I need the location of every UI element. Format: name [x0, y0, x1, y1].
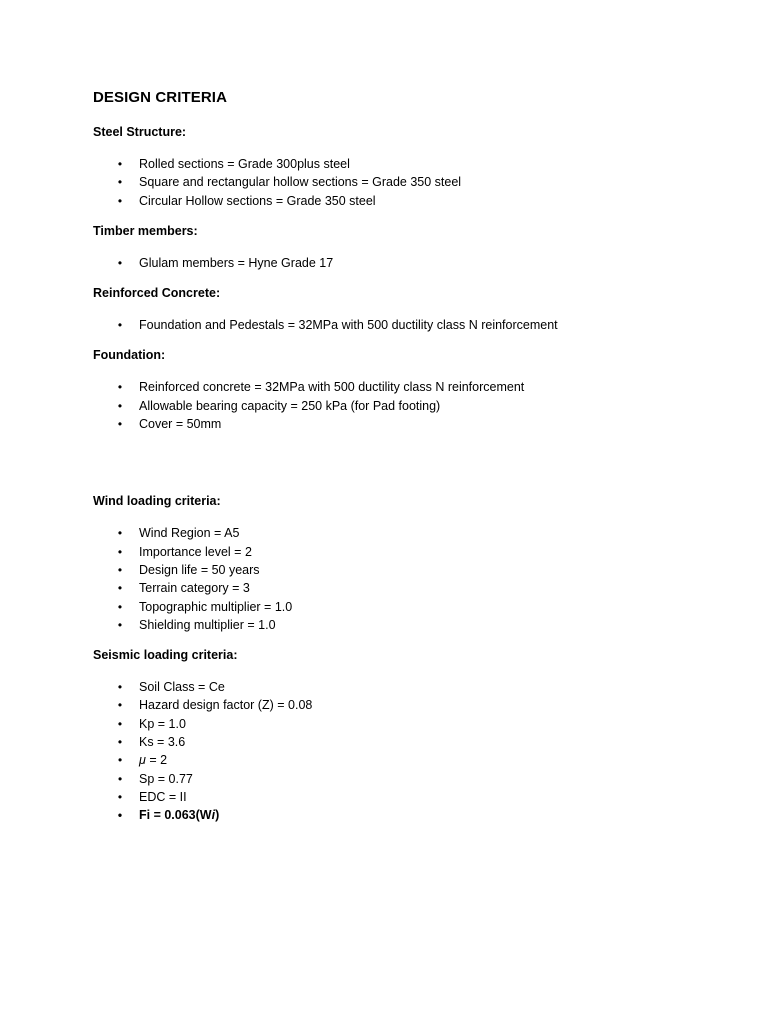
fi-subscript: i [211, 808, 216, 823]
bullet-icon: • [117, 157, 123, 171]
section-heading-foundation: Foundation: [93, 348, 166, 363]
list-item: • Cover = 50mm [93, 415, 733, 433]
list-item: • Hazard design factor (Z) = 0.08 [93, 696, 733, 714]
list-item-fi [93, 806, 733, 824]
list-item: • Circular Hollow sections = Grade 350 steel [93, 192, 733, 210]
bullet-icon: • [117, 398, 123, 413]
list-item: • Terrain category = 3 [93, 579, 733, 597]
bullet-icon: • [117, 735, 123, 750]
list-item: • Ks = 3.6 [93, 733, 733, 751]
bullet-icon: • [117, 771, 123, 786]
list-item: • Soil Class = Ce [93, 678, 733, 696]
section-heading-seismic: Seismic loading criteria: [93, 648, 238, 663]
mu-symbol: μ [139, 753, 146, 768]
wind-list [93, 524, 733, 634]
list-item-mu [93, 751, 733, 769]
list-item: • Rolled sections = Grade 300plus steel [93, 155, 733, 173]
bullet-icon: • [117, 417, 123, 432]
bullet-icon: • [117, 599, 123, 614]
timber-list [93, 254, 733, 272]
list-item: • Foundation and Pedestals = 32MPa with 500 ductility class N reinforcement [93, 316, 733, 334]
foundation-list [93, 378, 733, 433]
list-item: • Allowable bearing capacity = 250 kPa (for Pad footing) [93, 397, 733, 415]
bullet-icon: • [117, 562, 123, 577]
list-item: • Square and rectangular hollow sections = Grade 350 steel [93, 173, 733, 191]
section-heading-timber: Timber members: [93, 223, 198, 238]
list-item: • Design life = 50 years [93, 561, 733, 579]
list-item: • Reinforced concrete = 32MPa with 500 ductility class N reinforcement [93, 378, 733, 396]
bullet-icon: • [117, 789, 123, 804]
bullet-icon: • [117, 753, 123, 768]
mu-value: = 2 [145, 753, 168, 768]
bullet-icon: • [117, 193, 123, 208]
section-heading-wind: Wind loading criteria: [93, 494, 221, 509]
list-item-sp: • Sp = 0.77 [93, 770, 733, 788]
fi-prefix: Fi = 0.063(W [139, 808, 212, 823]
bullet-icon: • [117, 380, 123, 395]
seismic-list [93, 678, 733, 824]
bullet-icon: • [117, 716, 123, 731]
list-item: • Importance level = 2 [93, 543, 733, 561]
bullet-icon: • [117, 544, 123, 559]
steel-list [93, 155, 733, 210]
document-body [93, 89, 733, 825]
list-item-edc: • EDC = II [93, 788, 733, 806]
bullet-icon: • [117, 808, 123, 823]
bullet-icon: • [117, 698, 123, 713]
list-item: • Wind Region = A5 [93, 524, 733, 542]
list-item: • Topographic multiplier = 1.0 [93, 598, 733, 616]
bullet-icon: • [117, 175, 123, 190]
bullet-icon: • [117, 255, 123, 270]
list-item: • Kp = 1.0 [93, 715, 733, 733]
concrete-list [93, 316, 733, 334]
bullet-icon: • [117, 526, 123, 541]
bullet-icon: • [117, 680, 123, 695]
document-title: DESIGN CRITERIA [93, 89, 228, 106]
section-heading-steel: Steel Structure: [93, 125, 187, 139]
bullet-icon: • [117, 617, 123, 632]
bullet-icon: • [117, 318, 123, 333]
list-item: • Glulam members = Hyne Grade 17 [93, 254, 733, 272]
bullet-icon: • [117, 581, 123, 596]
list-item: • Shielding multiplier = 1.0 [93, 616, 733, 634]
fi-suffix: ) [215, 808, 220, 823]
section-heading-concrete: Reinforced Concrete: [93, 286, 221, 301]
